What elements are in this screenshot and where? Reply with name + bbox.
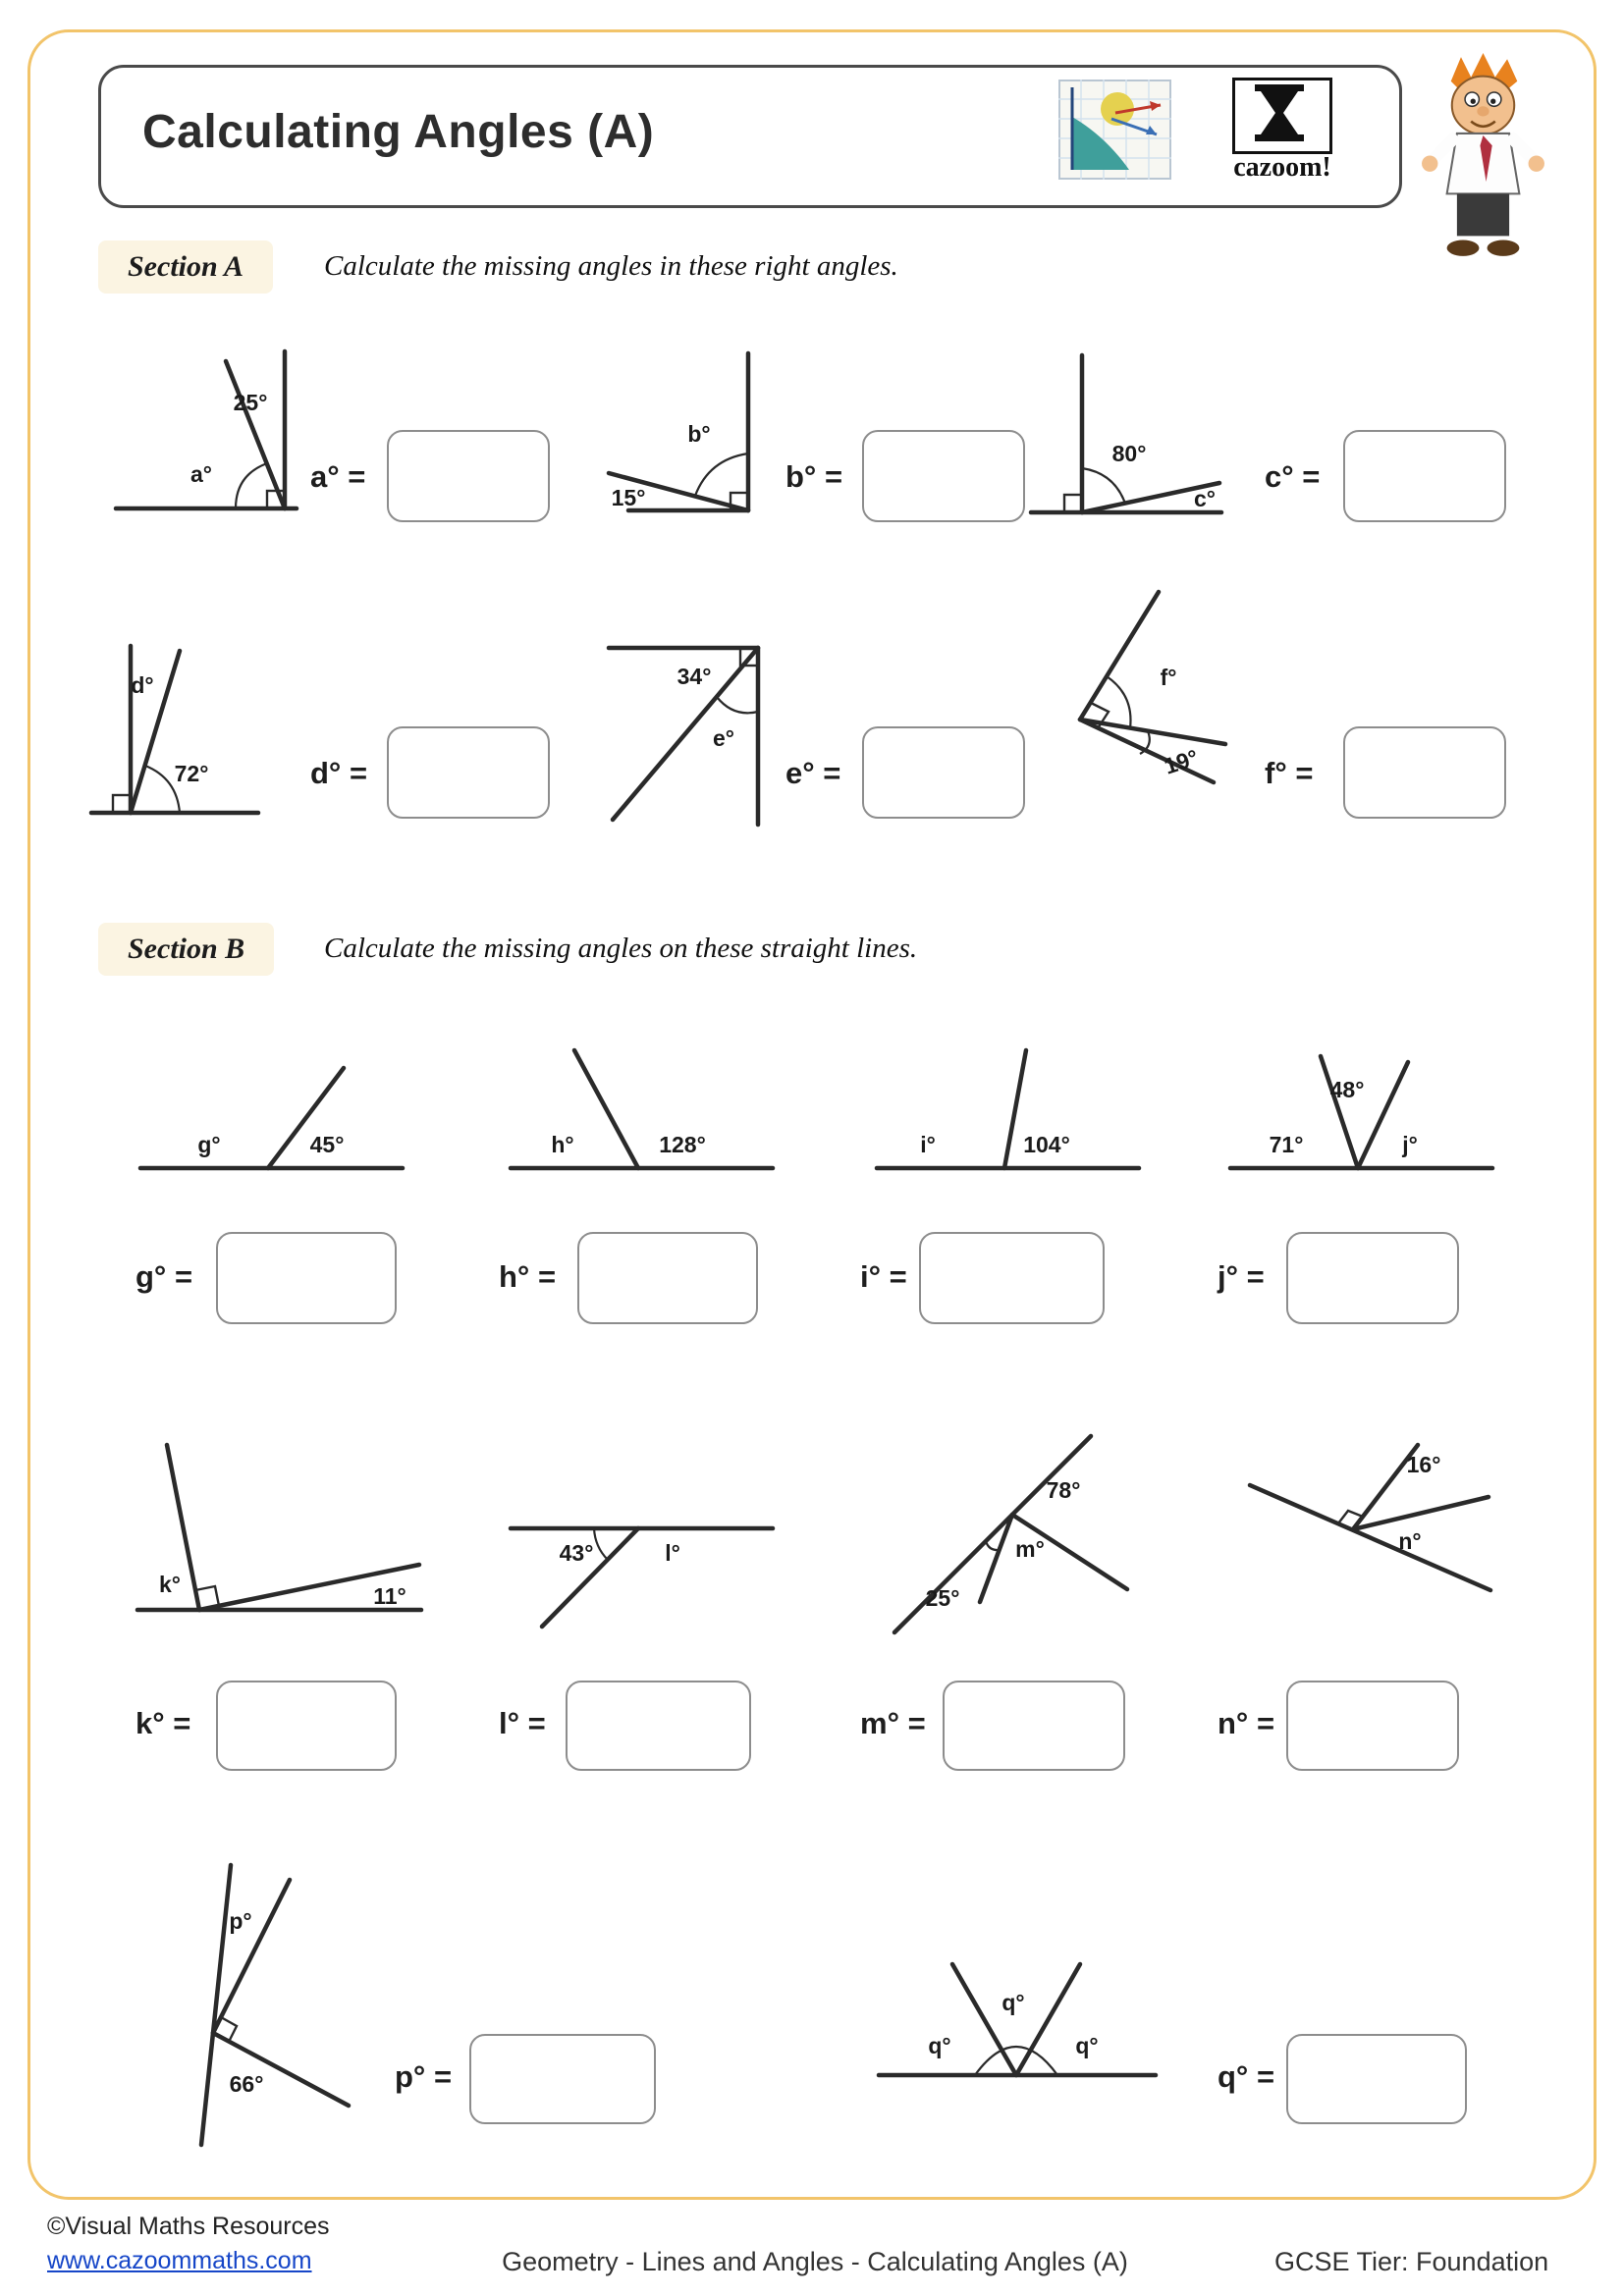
diagram-p <box>142 1860 373 2155</box>
answer-label-l: l° = <box>499 1706 546 1740</box>
mascot-hand-left <box>1422 155 1437 171</box>
section-a-instruction: Calculate the missing angles in these right angles. <box>324 250 898 282</box>
unknown-angle-label: f° <box>1160 665 1177 690</box>
answer-label-i: i° = <box>860 1259 907 1294</box>
ray <box>574 1050 638 1168</box>
answer-label-d: d° = <box>310 756 368 790</box>
unknown-angle-label: m° <box>1015 1536 1045 1562</box>
answer-label-a: a° = <box>310 459 366 494</box>
given-top-label: 48° <box>1329 1077 1365 1102</box>
mascot-character <box>1402 51 1564 262</box>
diagram-n <box>1245 1441 1500 1642</box>
answer-box-k[interactable] <box>216 1681 397 1771</box>
ray-left <box>952 1964 1016 2075</box>
answer-box-n[interactable] <box>1286 1681 1459 1771</box>
given-angle-label: 34° <box>677 664 712 689</box>
ray-right <box>1358 1062 1408 1168</box>
answer-label-m: m° = <box>860 1706 926 1740</box>
unknown-angle-label: p° <box>229 1908 252 1934</box>
answer-label-n: n° = <box>1218 1706 1275 1740</box>
mascot-shoe-right <box>1488 240 1520 255</box>
cazoom-hourglass-icon <box>1235 80 1324 145</box>
section-b-instruction: Calculate the missing angles on these straight lines. <box>324 933 918 964</box>
answer-box-f[interactable] <box>1343 726 1506 819</box>
unknown-angle-label: n° <box>1398 1528 1422 1554</box>
given-angle-label: 128° <box>659 1132 706 1157</box>
angle-arc <box>695 454 748 496</box>
answer-box-a[interactable] <box>387 430 550 522</box>
answer-box-b[interactable] <box>862 430 1025 522</box>
q-angle-left-label: q° <box>928 2033 951 2058</box>
q-angle-right-label: q° <box>1075 2033 1099 2058</box>
answer-box-c[interactable] <box>1343 430 1506 522</box>
diagram-q <box>869 1916 1164 2088</box>
unknown-angle-label: i° <box>920 1132 936 1157</box>
answer-box-e[interactable] <box>862 726 1025 819</box>
diagram-c <box>1023 346 1229 522</box>
section-a-heading: Section A <box>98 240 273 294</box>
footer-website-link[interactable]: www.cazoommaths.com <box>47 2247 312 2274</box>
answer-box-h[interactable] <box>577 1232 758 1324</box>
diagram-h <box>506 1039 781 1181</box>
q-angle-middle-label: q° <box>1001 1990 1025 2015</box>
given-angle-label: 104° <box>1023 1132 1070 1157</box>
answer-label-p: p° = <box>395 2059 453 2094</box>
answer-box-l[interactable] <box>566 1681 751 1771</box>
answer-label-b: b° = <box>785 459 843 494</box>
diagram-j <box>1225 1039 1500 1181</box>
footer-copyright: ©Visual Maths Resources <box>47 2213 330 2240</box>
answer-label-k: k° = <box>135 1706 191 1740</box>
unknown-angle-label: d° <box>131 672 154 698</box>
answer-box-d[interactable] <box>387 726 550 819</box>
angle-arc <box>236 463 267 508</box>
cazoom-logo-box <box>1232 78 1332 154</box>
answer-box-p[interactable] <box>469 2034 656 2124</box>
given-left-label: 71° <box>1269 1132 1304 1157</box>
answer-label-j: j° = <box>1218 1259 1265 1294</box>
answer-label-h: h° = <box>499 1259 557 1294</box>
answer-label-q: q° = <box>1218 2059 1275 2094</box>
ray-upper <box>1080 592 1159 720</box>
ray-right <box>1016 1964 1080 2075</box>
diagram-d <box>83 636 265 823</box>
answer-label-f: f° = <box>1265 756 1314 790</box>
unknown-angle-label: e° <box>713 725 734 751</box>
unknown-angle-label: j° <box>1402 1132 1418 1157</box>
mascot-pupil-right <box>1490 99 1495 104</box>
given-angle-label: 72° <box>174 761 209 786</box>
footer-tier: GCSE Tier: Foundation <box>1274 2247 1549 2276</box>
diagram-g <box>135 1039 410 1181</box>
unknown-angle-label: b° <box>687 421 711 447</box>
unknown-angle-label: a° <box>190 461 212 487</box>
unknown-angle-label: l° <box>665 1540 680 1566</box>
diagram-e <box>601 633 787 829</box>
diagram-l <box>506 1494 781 1641</box>
mascot-trousers <box>1457 193 1509 236</box>
angle-arc <box>1107 676 1131 728</box>
right-angle-marker <box>1064 495 1082 512</box>
unknown-angle-label: g° <box>197 1132 221 1157</box>
given-angle-label: 80° <box>1111 441 1147 466</box>
given-angle-label: 45° <box>309 1132 345 1157</box>
maths-chart-icon <box>1058 80 1171 180</box>
answer-box-i[interactable] <box>919 1232 1105 1324</box>
mascot-nose <box>1477 106 1489 116</box>
right-angle-marker <box>113 795 131 813</box>
cazoom-logo-text: cazoom! <box>1233 152 1331 183</box>
diagram-b <box>601 344 797 520</box>
given-angle-label: 19° <box>1161 744 1202 779</box>
diagram-a <box>108 342 304 518</box>
mascot-pupil-left <box>1471 99 1476 104</box>
diagonal-line <box>894 1436 1091 1632</box>
answer-label-e: e° = <box>785 756 841 790</box>
angle-arc <box>717 697 758 713</box>
page-title: Calculating Angles (A) <box>142 106 655 158</box>
answer-label-c: c° = <box>1265 459 1321 494</box>
diagram-m <box>887 1421 1142 1645</box>
diagram-k <box>133 1435 427 1622</box>
given-angle-label: 11° <box>373 1583 406 1609</box>
given-angle-label: 25° <box>233 390 268 415</box>
mascot-shoe-left <box>1447 240 1480 255</box>
given-angle-label: 66° <box>229 2071 264 2097</box>
given-lower-label: 25° <box>925 1585 960 1611</box>
ray-left <box>1321 1056 1358 1168</box>
answer-box-q[interactable] <box>1286 2034 1467 2124</box>
diagonal-line <box>1250 1485 1490 1590</box>
given-upper-label: 78° <box>1046 1477 1081 1503</box>
mascot-hand-right <box>1529 155 1544 171</box>
answer-label-g: g° = <box>135 1259 193 1294</box>
given-angle-label: 16° <box>1406 1452 1441 1477</box>
unknown-angle-label: c° <box>1194 486 1216 511</box>
answer-box-m[interactable] <box>943 1681 1125 1771</box>
unknown-angle-label: h° <box>551 1132 574 1157</box>
answer-box-g[interactable] <box>216 1232 397 1324</box>
footer-description: Geometry - Lines and Angles - Calculating Angles (A) <box>502 2247 1128 2276</box>
unknown-angle-label: k° <box>159 1572 181 1597</box>
section-b-heading: Section B <box>98 923 274 976</box>
angle-arc <box>1082 468 1125 504</box>
title-box <box>98 65 1402 208</box>
angle-arc <box>594 1528 608 1560</box>
answer-box-j[interactable] <box>1286 1232 1459 1324</box>
ray <box>226 361 285 508</box>
given-angle-label: 15° <box>611 485 646 510</box>
diagram-i <box>872 1039 1147 1181</box>
diagram-f <box>1065 587 1237 798</box>
given-angle-label: 43° <box>559 1540 594 1566</box>
